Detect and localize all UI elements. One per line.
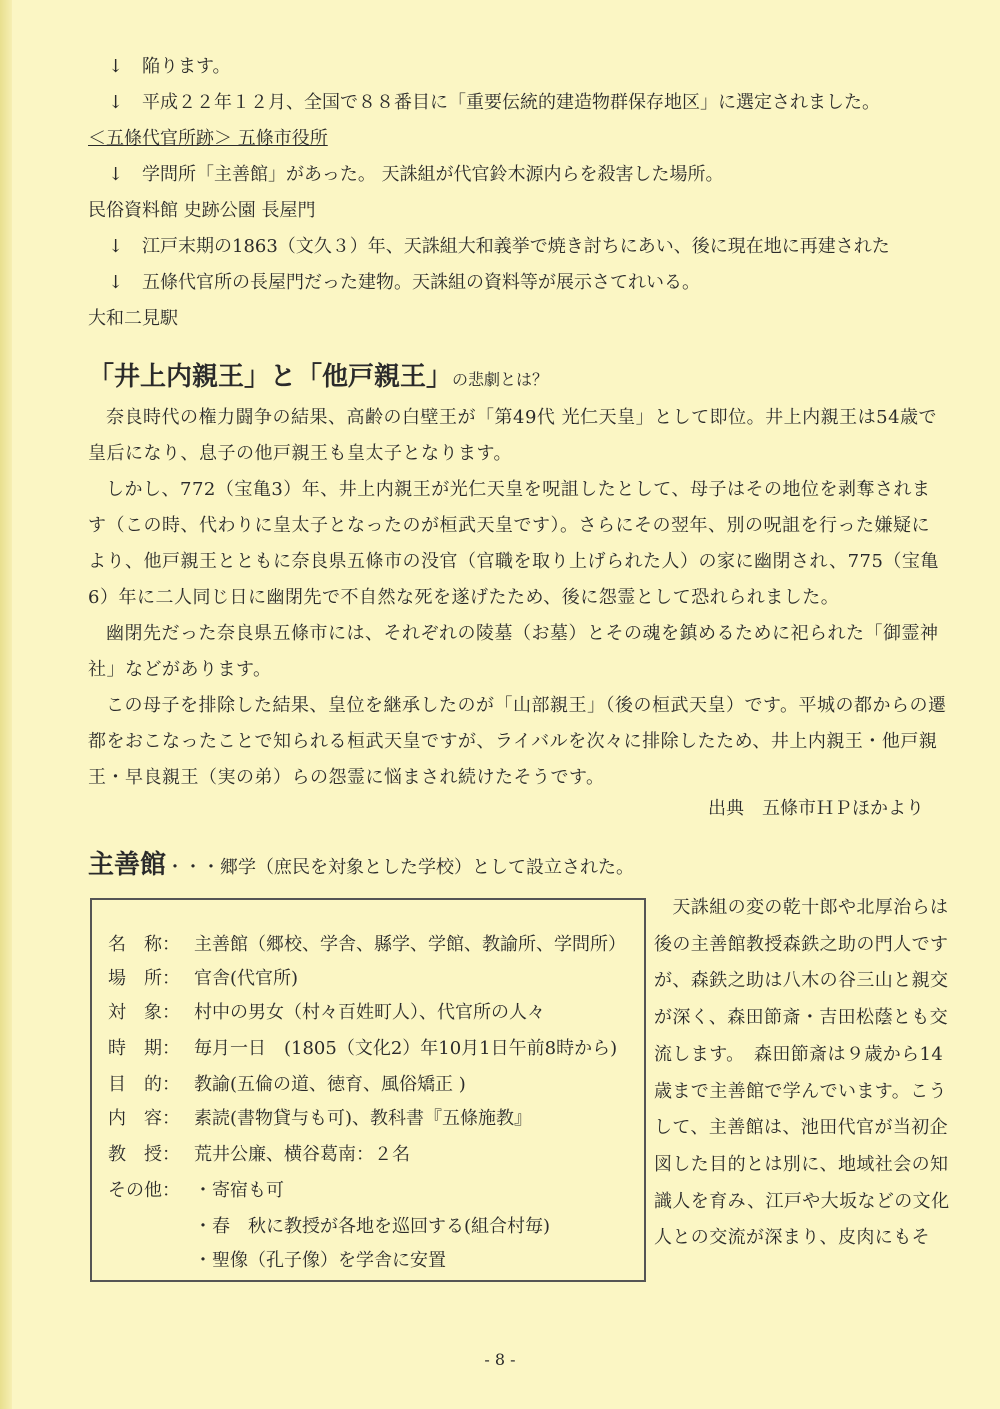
gojo-heading: ＜五條代官所跡＞ 五條市役所 <box>88 128 328 149</box>
section1-paragraph-1: 奈良時代の権力闘争の結果、高齢の白壁王が「第49代 光仁天皇」として即位。井上内親王は54歳で皇后になり、息子の他戸親王も皇太子となります。 <box>88 407 938 464</box>
shuzenkan-info-box <box>90 898 646 1282</box>
box-row: 目 的： 教諭(五倫の道、徳育、風俗矯正 ) <box>108 1074 466 1095</box>
source-note: 出典 五條市ＨＰほかより <box>708 798 924 819</box>
section2-heading <box>88 850 635 880</box>
down-arrow-icon: ↓ <box>108 164 124 185</box>
gojo-line-1: ↓ 学問所「主善館」があった。 天誅組が代官鈴木源内らを殺害した場所。 <box>108 164 724 185</box>
gojo-places: 民俗資料館 史跡公園 長屋門 <box>88 200 316 221</box>
box-row: 内 容： 素読(書物貸与も可)、教科書『五條施教』 <box>108 1108 533 1129</box>
section1-paragraph-3: 幽閉先だった奈良県五條市には、それぞれの陵墓（お墓）とその魂を鎮めるために祀られた「御霊神社」などがあります。 <box>88 623 939 680</box>
section1-heading <box>88 362 549 392</box>
down-arrow-icon: ↓ <box>108 92 124 113</box>
box-row: 教 授： 荒井公廉、横谷葛南：２名 <box>108 1144 410 1165</box>
shuzenkan-side-text: 天誅組の変の乾十郎や北厚治らは後の主善館教授森鉄之助の門人ですが、森鉄之助は八木の谷三山と親交が深く、森田節斎・吉田松蔭とも交流します。 森田節斎は９歳から14歳まで主善館で学んでいます。こうして、主善館は、池田代官が当初企図した目的とは別に、地域社会の知識人を育み、江戸や大坂などの文化人との交流が深まり、皮肉にもそ <box>654 897 950 1249</box>
gojo-line-2: ↓ 江戸末期の1863（文久３）年、天誅組大和義挙で焼き討ちにあい、後に現在地に再建された <box>108 236 890 257</box>
box-row: その他： ・寄宿も可 <box>108 1180 284 1201</box>
page-number: - 8 - <box>484 1350 516 1369</box>
down-arrow-icon: ↓ <box>108 236 124 257</box>
intro-line-2: ↓ 平成２２年１２月、全国で８８番目に「重要伝統的建造物群保存地区」に選定されました。 <box>108 92 880 113</box>
box-row: 場 所： 官舎(代官所) <box>108 968 299 989</box>
box-row: 名 称： 主善館（郷校、学舎、縣学、学館、教諭所、学問所） <box>108 934 626 955</box>
station-label: 大和二見駅 <box>88 308 178 329</box>
section2-title-rest: ・・・郷学（庶民を対象とした学校）として設立された。 <box>166 857 635 878</box>
down-arrow-icon: ↓ <box>108 56 124 77</box>
intro-line-1: ↓ 陥ります。 <box>108 56 231 77</box>
down-arrow-icon: ↓ <box>108 272 124 293</box>
section1-title: 「井上内親王」と「他戸親王」 <box>88 362 453 392</box>
page-edge <box>0 0 12 1409</box>
gojo-line-3: ↓ 五條代官所の長屋門だった建物。天誅組の資料等が展示さてれいる。 <box>108 272 700 293</box>
box-row: 対 象： 村中の男女（村々百姓町人）、代官所の人々 <box>108 1002 545 1023</box>
section1-paragraph-4: この母子を排除した結果、皇位を継承したのが「山部親王」（後の桓武天皇）です。平城の都からの遷都をおこなったことで知られる桓武天皇ですが、ライバルを次々に排除したため、井上内親王・他戸親王・早良親王（実の弟）らの怨霊に悩まされ続けたそうです。 <box>88 695 947 788</box>
section2-title: 主善館 <box>88 850 167 880</box>
box-row: ・春 秋に教授が各地を巡回する(組合村毎) <box>194 1216 551 1237</box>
section1-paragraph-2: しかし、772（宝亀3）年、井上内親王が光仁天皇を呪詛したとして、母子はその地位を剥奪されます（この時、代わりに皇太子となったのが桓武天皇です）。さらにその翌年、別の呪詛を行った嫌疑により、他戸親王とともに奈良県五條市の没官（官職を取り上げられた人）の家に幽閉され、775（宝亀6）年に二人同じ日に幽閉先で不自然な死を遂げたため、後に怨霊として恐れられました。 <box>88 479 939 608</box>
section1-title-suffix: の悲劇とは？ <box>452 370 549 389</box>
box-row: 時 期： 毎月一日 (1805（文化2）年10月1日午前8時から) <box>108 1038 618 1059</box>
box-row: ・聖像（孔子像）を学舎に安置 <box>194 1250 446 1271</box>
